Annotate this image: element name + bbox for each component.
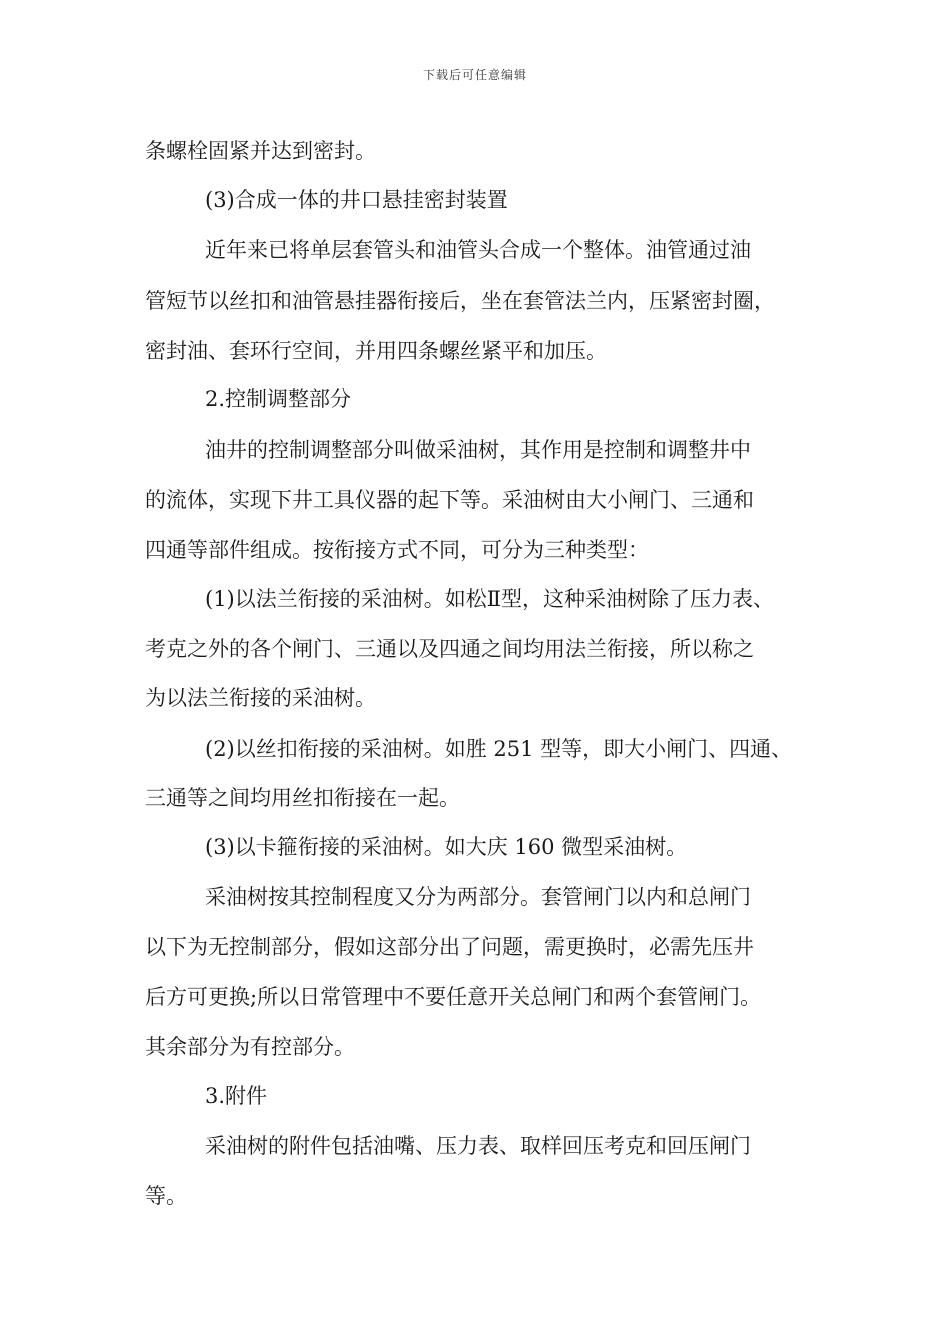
paragraph-line: 为以法兰衔接的采油树。: [145, 686, 376, 710]
paragraph-line: 四通等部件组成。按衔接方式不同，可分为三种类型：: [145, 538, 649, 562]
paragraph-line: 采油树的附件包括油嘴、压力表、取样回压考克和回压闸门: [205, 1134, 751, 1158]
list-item-line: (3)以卡箍衔接的采油树。如大庆 160 微型采油树。: [205, 835, 688, 859]
paragraph-line: 其余部分为有控部分。: [145, 1035, 355, 1059]
section-heading: 3.附件: [205, 1084, 268, 1108]
paragraph-line: 以下为无控制部分，假如这部分出了问题，需更换时，必需先压井: [145, 935, 754, 959]
paragraph-line: 管短节以丝扣和油管悬挂器衔接后，坐在套管法兰内，压紧密封圈，: [145, 289, 775, 313]
page-header: 下载后可任意编辑: [422, 68, 527, 82]
list-item-line: (1)以法兰衔接的采油树。如松Ⅱ型，这种采油树除了压力表、: [205, 587, 775, 611]
paragraph-line: 油井的控制调整部分叫做采油树，其作用是控制和调整井中: [205, 438, 751, 462]
paragraph-line: 密封油、套环行空间，并用四条螺丝紧平和加压。: [145, 339, 607, 363]
paragraph-line: 等。: [145, 1184, 187, 1208]
paragraph-line: 考克之外的各个闸门、三通以及四通之间均用法兰衔接，所以称之: [145, 637, 754, 661]
paragraph-line: 后方可更换;所以日常管理中不要任意开关总闸门和两个套管闸门。: [145, 985, 762, 1009]
list-item-line: (2)以丝扣衔接的采油树。如胜 251 型等，即大小闸门、四通、: [205, 737, 793, 761]
paragraph-line: 近年来已将单层套管头和油管头合成一个整体。油管通过油: [205, 238, 751, 262]
section-heading: (3)合成一体的井口悬挂密封装置: [205, 188, 508, 212]
paragraph-line: 三通等之间均用丝扣衔接在一起。: [145, 786, 460, 810]
paragraph-line: 采油树按其控制程度又分为两部分。套管闸门以内和总闸门: [205, 885, 751, 909]
paragraph-line: 的流体，实现下井工具仪器的起下等。采油树由大小闸门、三通和: [145, 488, 754, 512]
section-heading: 2.控制调整部分: [205, 387, 352, 411]
paragraph-line: 条螺栓固紧并达到密封。: [145, 139, 376, 163]
